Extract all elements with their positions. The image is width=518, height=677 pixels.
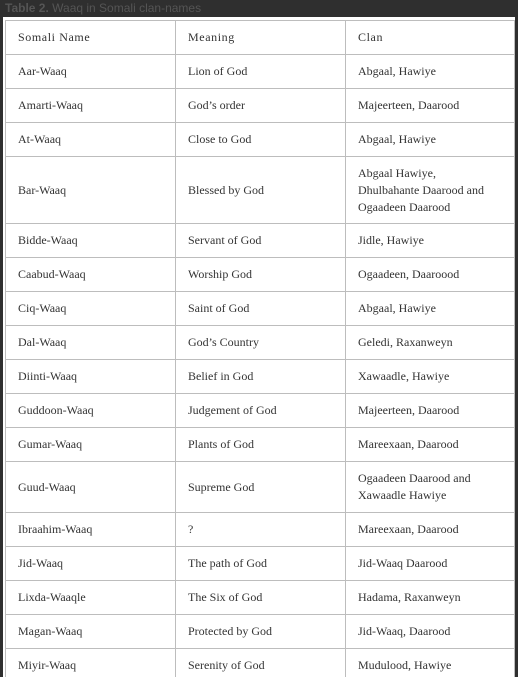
clan-line: Dhulbahante Daarood and xyxy=(358,182,484,197)
table-row xyxy=(6,89,515,123)
cell-meaning: Serenity of God xyxy=(176,649,346,677)
clan-line: Ogaadeen Daarood and xyxy=(358,471,471,485)
cell-somali-name: Magan-Waaq xyxy=(6,615,176,649)
clan-line: Ogaadeen Daarood xyxy=(358,199,451,214)
cell-meaning: Judgement of God xyxy=(176,394,346,428)
cell-meaning: Belief in God xyxy=(176,360,346,394)
table-row xyxy=(6,157,515,224)
cell-clan xyxy=(346,428,515,462)
table-row xyxy=(6,292,515,326)
cell-meaning: Saint of God xyxy=(176,292,346,326)
cell-somali-name: Dal-Waaq xyxy=(6,326,176,360)
clan-line: Majeerteen, Daarood xyxy=(358,403,460,417)
cell-clan xyxy=(346,224,515,258)
clan-line: Jidle, Hawiye xyxy=(358,233,424,247)
cell-clan xyxy=(346,326,515,360)
cell-somali-name: Miyir-Waaq xyxy=(6,649,176,677)
cell-somali-name: Amarti-Waaq xyxy=(6,89,176,123)
clan-line: Mareexaan, Daarood xyxy=(358,522,459,536)
clan-line: Jid-Waaq Daarood xyxy=(358,556,448,570)
cell-somali-name: Diinti-Waaq xyxy=(6,360,176,394)
cell-clan xyxy=(346,157,515,224)
table-row xyxy=(6,428,515,462)
table-row xyxy=(6,581,515,615)
table-row xyxy=(6,326,515,360)
cell-somali-name: Lixda-Waaqle xyxy=(6,581,176,615)
clan-line: Xawaadle, Hawiye xyxy=(358,369,450,383)
clan-line: Majeerteen, Daarood xyxy=(358,98,460,112)
cell-clan xyxy=(346,292,515,326)
cell-somali-name: Ciq-Waaq xyxy=(6,292,176,326)
table-row xyxy=(6,513,515,547)
clan-line: Abgaal, Hawiye xyxy=(358,64,436,78)
cell-clan xyxy=(346,123,515,157)
clan-line: Ogaadeen, Daaroood xyxy=(358,267,460,281)
clan-line: Hadama, Raxanweyn xyxy=(358,590,461,604)
cell-clan xyxy=(346,360,515,394)
cell-meaning: Plants of God xyxy=(176,428,346,462)
cell-meaning: Blessed by God xyxy=(176,157,346,224)
clan-line: Abgaal, Hawiye xyxy=(358,132,436,146)
cell-meaning: Lion of God xyxy=(176,55,346,89)
cell-somali-name: Caabud-Waaq xyxy=(6,258,176,292)
cell-meaning: ? xyxy=(176,513,346,547)
table-container xyxy=(3,17,515,677)
cell-meaning: God’s Country xyxy=(176,326,346,360)
cell-meaning: The path of God xyxy=(176,547,346,581)
clan-line: Mudulood, Hawiye xyxy=(358,658,452,672)
cell-somali-name: Guud-Waaq xyxy=(6,462,176,513)
cell-clan xyxy=(346,581,515,615)
cell-clan xyxy=(346,258,515,292)
cell-somali-name: Ibraahim-Waaq xyxy=(6,513,176,547)
table-row xyxy=(6,615,515,649)
clan-names-table xyxy=(5,20,515,677)
table-row xyxy=(6,394,515,428)
cell-clan xyxy=(346,649,515,677)
header-clan: Clan xyxy=(346,21,515,55)
cell-somali-name: Bidde-Waaq xyxy=(6,224,176,258)
clan-line: Abgaal, Hawiye xyxy=(358,301,436,315)
table-row xyxy=(6,224,515,258)
cell-clan xyxy=(346,55,515,89)
clan-line: Jid-Waaq, Daarood xyxy=(358,624,451,638)
cell-clan xyxy=(346,462,515,513)
clan-line: Mareexaan, Daarood xyxy=(358,437,459,451)
header-meaning: Meaning xyxy=(176,21,346,55)
cell-somali-name: Guddoon-Waaq xyxy=(6,394,176,428)
table-title: Waaq in Somali clan-names xyxy=(52,1,202,15)
cell-meaning: Supreme God xyxy=(176,462,346,513)
table-row xyxy=(6,258,515,292)
table-row xyxy=(6,462,515,513)
cell-somali-name: Gumar-Waaq xyxy=(6,428,176,462)
table-row xyxy=(6,547,515,581)
table-number: Table 2. xyxy=(5,1,49,15)
cell-meaning: Worship God xyxy=(176,258,346,292)
header-somali-name: Somali Name xyxy=(6,21,176,55)
cell-clan xyxy=(346,89,515,123)
table-row xyxy=(6,360,515,394)
cell-meaning: Servant of God xyxy=(176,224,346,258)
table-caption xyxy=(3,0,515,17)
cell-clan xyxy=(346,615,515,649)
header-row xyxy=(6,21,515,55)
cell-clan xyxy=(346,394,515,428)
clan-line: Xawaadle Hawiye xyxy=(358,488,447,502)
table-row xyxy=(6,649,515,677)
cell-clan xyxy=(346,547,515,581)
cell-meaning: The Six of God xyxy=(176,581,346,615)
cell-somali-name: At-Waaq xyxy=(6,123,176,157)
cell-meaning: Close to God xyxy=(176,123,346,157)
cell-somali-name: Bar-Waaq xyxy=(6,157,176,224)
table-row xyxy=(6,123,515,157)
cell-meaning: God’s order xyxy=(176,89,346,123)
cell-somali-name: Aar-Waaq xyxy=(6,55,176,89)
cell-meaning: Protected by God xyxy=(176,615,346,649)
cell-clan xyxy=(346,513,515,547)
clan-line: Abgaal Hawiye, xyxy=(358,165,436,180)
table-row xyxy=(6,55,515,89)
cell-somali-name: Jid-Waaq xyxy=(6,547,176,581)
clan-line: Geledi, Raxanweyn xyxy=(358,335,453,349)
